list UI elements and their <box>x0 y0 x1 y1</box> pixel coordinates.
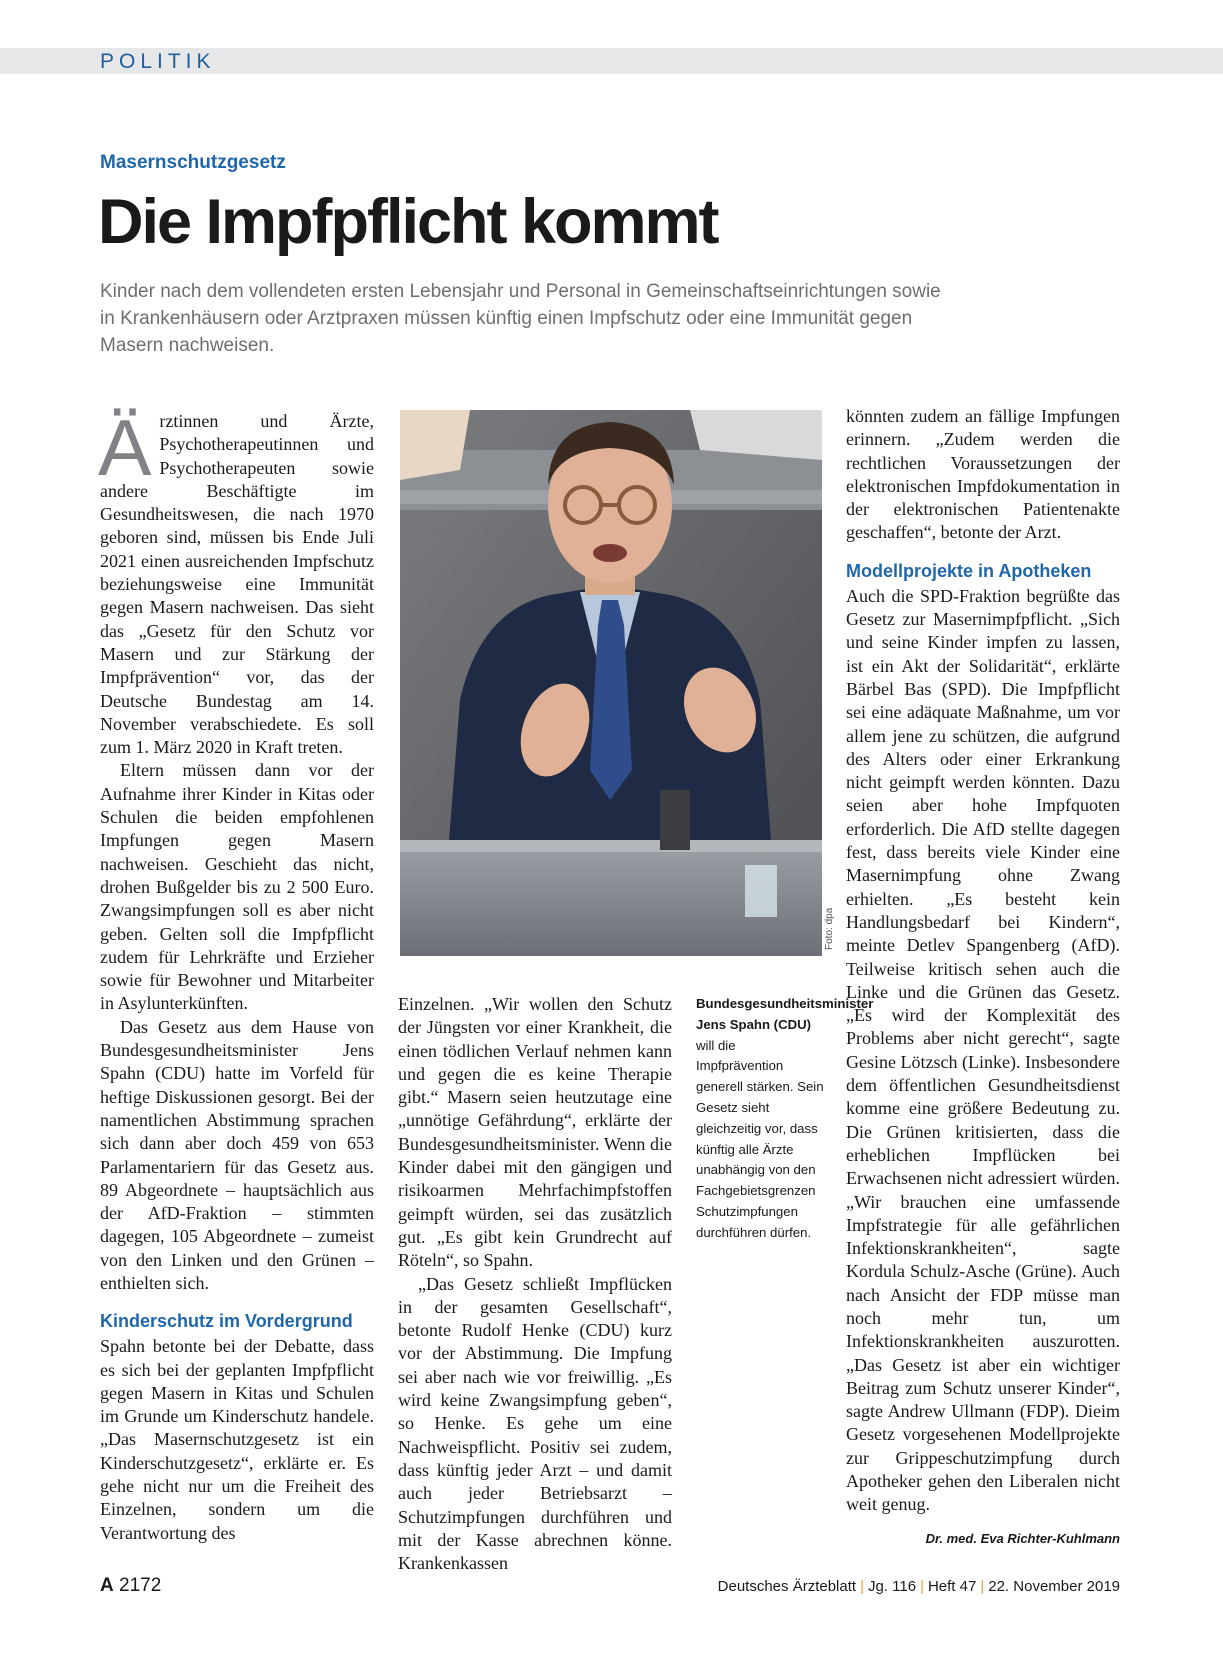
speaker-photo <box>400 410 822 956</box>
photo-credit: Foto: dpa <box>824 907 835 950</box>
article-lead: Kinder nach dem vollendeten ersten Lebensjahr und Personal in Gemeinschaftseinrichtungen sowie in Krankenhäusern oder Arztpraxen müssen künftig einen Impfschutz oder eine Immunität gegen Masern nachweisen. <box>100 281 941 356</box>
author-byline: Dr. med. Eva Richter-Kuhlmann <box>925 1531 1120 1546</box>
paragraph: Auch die SPD-Fraktion begrüßte das Gesetz zur Masernimpfpflicht. „Sich und seine Kinder impfen zu lassen, ist ein Akt der Solidarität“, erklärte Bärbel Bas (SPD). Die Impfpflicht sei eine adäquate Maßnahme, um vor allem jene zu schützen, die aufgrund des Alters oder einer Erkrankung nicht geimpft werden könnten. Dazu seien aber hohe Impfquoten erforderlich. Die AfD stellte dagegen fest, dass bereits viele Kinder eine Masernimpfung ohne Zwang erhielten. „Es besteht kein Handlungsbedarf bei Kindern“, meinte Detlev Spangenberg (AfD). Teilweise kritisch sehen auch die Linke und die Grünen das Gesetz. „Es wird der Komplexität des Problems aber nicht gerecht“, sagte Gesine Lötzsch (Linke). Insbesondere dem öffentlichen Gesundheitsdienst komme eine größere Bedeutung zu. Die Grünen kritisierten, dass die erheblichen Impflücken bei Erwachsenen nicht adressiert würden. „Wir brauchen eine umfassende Impfstrategie für alle gefährlichen Infektionskrankheiten“, sagte Kordula Schulz-Asche (Grüne). Auch nach Ansicht der FDP müsse man noch mehr tun, um Infektionskrankheiten auszurotten. „Das Gesetz ist aber ein wichtiger Beitrag zum Schutz unserer Kinder“, sagte Andrew Ullmann (FDP). Dieim Gesetz vorgesehenen Modellprojekte zur Grippeschutzimpfung durch Apotheker gehen den Liberalen nicht weit genug. <box>846 585 1120 1515</box>
paragraph: Ärztinnen und Ärzte, Psychotherapeutinnen und Psychotherapeuten sowie andere Beschäftigte im Gesundheitswesen, die nach 1970 geboren sind, müssen bis Ende Juli 2021 einen ausreichenden Impfschutz beziehungsweise eine Immunität gegen Masern nachweisen. Das sieht das „Gesetz für den Schutz vor Masern und zur Stärkung der Impfprävention“ vor, das der Deutsche Bundestag am 14. November verabschiedete. Es soll zum 1. März 2020 in Kraft treten. <box>98 403 374 758</box>
paragraph: Das Gesetz aus dem Hause von Bundesgesundheitsminister Jens Spahn (CDU) hatte im Vorfeld für heftige Diskussionen gesorgt. Bei der namentlichen Abstimmung sprachen sich dann aber doch 459 von 653 Parlamentariern für das Gesetz aus. 89 Abgeordnete – hauptsächlich aus der AfD-Fraktion – stimmten dagegen, 105 Abgeordnete – zumeist von den Linken und den Grünen – enthielten sich. <box>100 1016 374 1293</box>
paragraph: Einzelnen. „Wir wollen den Schutz der Jüngsten vor einer Krankheit, die einen tödlichen Verlauf nehmen kann und gegen die es keine Therapie gibt.“ Masern seien heutzutage eine „unnötige Gefährdung“, erklärte der Bundesgesundheitsminister. Wenn die Kinder dabei mit den gängigen und risikoarmen Mehrfachimpfstoffen geimpft würden, sei das zusätzlich gut. „Es gibt kein Grundrecht auf Röteln“, so Spahn. <box>398 994 672 1271</box>
paragraph: „Das Gesetz schließt Impflücken in der gesamten Gesellschaft“, betonte Rudolf Henke (CDU) kurz vor der Abstimmung. Die Impfung sei aber nach wie vor freiwillig. „Es wird keine Zwangsimpfung geben“, so Henke. Es gehe um eine Nachweispflicht. Positiv sei zudem, dass künftig jeder Arzt – und damit auch jeder Betriebsarzt – Schutzimpfungen durchführen und mit der Kasse abrechnen könne. Krankenkassen <box>398 1273 672 1574</box>
drop-cap: Ä <box>98 403 152 492</box>
caption-text: will die Impfprävention generell stärken. Sein Gesetz sieht gleichzeitig vor, dass künftig alle Ärzte unabhängig von den Fachgebietsgrenzen Schutzimpfungen durchführen dürfen. <box>696 1037 824 1240</box>
text-column-3 <box>846 405 1120 1517</box>
paragraph: könnten zudem an fällige Impfungen erinnern. „Zudem werden die rechtlichen Voraussetzungen der elektronischen Impfdokumentation in der elektronischen Patientenakte geschaffen“, betonte der Arzt. <box>846 406 1120 543</box>
speaker-illustration <box>400 410 822 956</box>
article-title: Die Impfpflicht kommt <box>98 187 718 257</box>
journal-footer: Deutsches Ärzteblatt | Jg. 116 | Heft 47 | 22. November 2019 <box>717 1578 1120 1595</box>
journal-name: Deutsches Ärzteblatt <box>717 1578 857 1595</box>
text-column-2 <box>398 993 672 1575</box>
photo-caption <box>696 994 874 1244</box>
paragraph: Spahn betonte bei der Debatte, dass es sich bei der geplanten Impfpflicht gegen Masern in Kitas und Schulen im Grunde um Kinderschutz handele. „Das Masernschutzgesetz ist ein Kinderschutzgesetz“, erklärte er. Es gehe nicht nur um die Freiheit des Einzelnen, sondern um die Verantwortung des <box>100 1336 374 1543</box>
text-column-1 <box>98 403 374 1545</box>
article-kicker: Masernschutzgesetz <box>100 152 286 173</box>
section-label: POLITIK <box>100 50 216 73</box>
subheading: Modellprojekte in Apotheken <box>846 560 1092 581</box>
subheading: Kinderschutz im Vordergrund <box>100 1311 353 1332</box>
journal-volume: Jg. 116 <box>867 1578 917 1595</box>
journal-issue: Heft 47 <box>927 1578 977 1595</box>
paragraph: Eltern müssen dann vor der Aufnahme ihrer Kinder in Kitas oder Schulen die beiden empfohlenen Impfungen gegen Masern nachweisen. Geschieht das nicht, drohen Bußgelder bis zu 2 500 Euro. Zwangsimpfungen soll es aber nicht geben. Gelten soll die Impfpflicht zudem für Lehrkräfte und Erzieher sowie für Bewohner und Mitarbeiter in Asylunterkünften. <box>100 760 374 1014</box>
page-number: A 2172 <box>100 1575 162 1596</box>
journal-date: 22. November 2019 <box>988 1578 1120 1595</box>
caption-name: Bundesgesundheitsminister Jens Spahn (CDU) <box>696 996 874 1032</box>
